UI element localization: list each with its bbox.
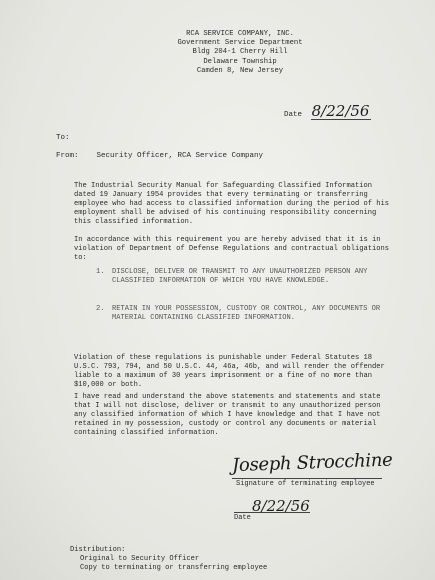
paragraph-acknowledgement-text: I have read and understand the above statements and statements and state that I will not disclose, deliver or transmit to any unauthorized person any classified information of which I have knowledge and that I have not retained in my possession, custody or control any documents or material containing classified information. [74,393,381,437]
list-item-text: RETAIN IN YOUR POSSESSION, CUSTODY OR CONTROL, ANY DOCUMENTS OR MATERIAL CONTAINING CLASSIFIED INFORMATION. [112,305,381,322]
paragraph-acknowledgement [74,393,394,438]
date-field [284,104,371,120]
letterhead [150,30,330,76]
department-name: Government Service Department [177,39,303,48]
city-state: Camden 8, New Jersey [196,66,284,75]
paragraph-intro-text: The Industrial Security Manual for Safeguarding Classified Information dated 19 January 1954 provides that every terminating or transferring employee who had access to classified information during the period of his employment shall be advised of his continuing responsibility concerning this classified information. [74,182,390,226]
signature-date-label: Date [234,514,251,522]
paragraph-requirement [74,236,394,263]
handwritten-signature: Joseph Strocchine [231,449,393,477]
signature-date-value: 8/22/56 [252,497,310,515]
from-value: Security Officer, RCA Service Company [96,152,264,160]
distribution-title: Distribution: [70,546,126,554]
paragraph-violation-text: Violation of these regulations is punishable under Federal Statutes 18 U.S.C. 793, 794, and 50 U.S.C. 44, 46a, 46b, and will render the offender liable to a maximum of 30 years imprisonment or a fine of no more than $10,000 or both. [74,354,385,389]
paragraph-violation [74,354,394,390]
date-label: Date [284,111,303,119]
distribution-line: Copy to terminating or transferring employee [80,564,268,572]
list-item [96,305,396,323]
list-item-text: DISCLOSE, DELIVER OR TRANSMIT TO ANY UNAUTHORIZED PERSON ANY CLASSIFIED INFORMATION OF WHICH YOU HAVE KNOWLEDGE. [112,268,368,285]
list-item-number: 2. [96,305,105,313]
list-item [96,268,396,286]
to-label: To: [56,134,70,142]
paragraph-requirement-text: In accordance with this requirement you are hereby advised that it is in violation of Department of Defense Regulations and contractual obligations to: [74,236,390,262]
building-address: Bldg 204-1 Cherry Hill [192,48,288,57]
from-line [56,152,263,160]
signature-line [232,478,382,479]
signature-date-line [234,512,310,513]
date-value: 8/22/56 [311,102,370,120]
company-name: RCA SERVICE COMPANY, INC. [186,30,294,38]
township: Delaware Township [203,57,277,66]
distribution-block [70,546,267,573]
from-label: From: [56,152,79,160]
list-item-number: 1. [96,268,105,276]
distribution-line: Original to Security Officer [80,555,200,563]
signature-caption: Signature of terminating employee [236,480,375,488]
paragraph-intro [74,182,394,227]
